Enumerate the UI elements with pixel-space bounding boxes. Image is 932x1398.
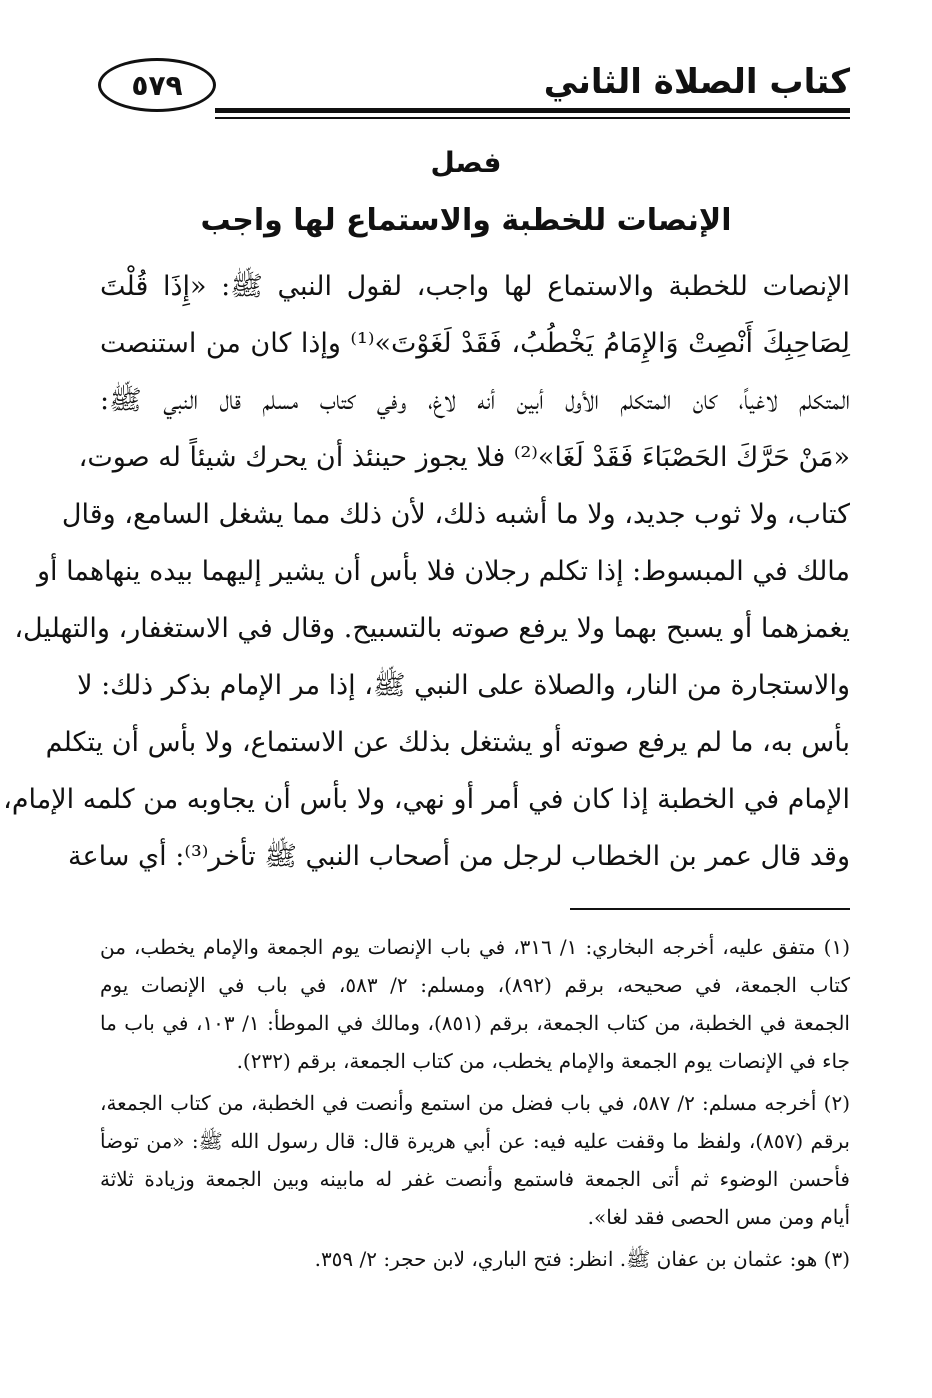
page-number-badge <box>98 58 216 112</box>
footnote-line: أيام ومن مس الحصى فقد لغا». <box>587 1205 850 1229</box>
footnote-line: كتاب الجمعة، في صحيحه، برقم (٨٩٢)، ومسلم: ٢/ ٥٨٣، في باب في الإنصات يوم <box>100 973 850 997</box>
body-line: مالك في المبسوط: إذا تكلم رجلان فلا بأس أن يشير إليهما بيده ينهاهما أو <box>36 556 850 587</box>
running-header-title: كتاب الصلاة الثاني <box>543 62 850 102</box>
footnote-line: فأحسن الوضوء ثم أتى الجمعة فاستمع وأنصت غفر له مابينه وبين الجمعة وزيادة ثلاثة <box>100 1167 850 1191</box>
body-line: يغمزهما أو يسبح بهما ولا يرفع صوته بالتسبيح. وقال في الاستغفار، والتهليل، <box>14 613 850 644</box>
footnote-line: (٢) أخرجه مسلم: ٢/ ٥٨٧، في باب فضل من استمع وأنصت في الخطبة، من كتاب الجمعة، <box>100 1091 850 1115</box>
footnote-line: (٣) هو: عثمان بن عفان ﷺ. انظر: فتح الباري، لابن حجر: ٢/ ٣٥٩. <box>314 1247 850 1271</box>
footnote-line: (١) متفق عليه، أخرجه البخاري: ١/ ٣١٦، في باب الإنصات يوم الجمعة والإمام يخطب، من <box>100 935 850 959</box>
body-line: الإمام في الخطبة إذا كان في أمر أو نهي، ولا بأس أن يجاوبه من كلمه الإمام، <box>3 784 850 815</box>
section-heading: فصل <box>430 146 502 179</box>
body-line: الإنصات للخطبة والاستماع لها واجب، لقول النبي ﷺ: «إِذَا قُلْتَ <box>100 271 850 302</box>
header-rule-thin <box>215 117 850 119</box>
body-line: والاستجارة من النار، والصلاة على النبي ﷺ، إذا مر الإمام بذكر ذلك: لا <box>77 670 850 701</box>
section-subheading: الإنصات للخطبة والاستماع لها واجب <box>200 203 732 238</box>
footnote-line: جاء في الإنصات يوم الجمعة والإمام يخطب، من كتاب الجمعة، برقم (٢٣٢). <box>236 1049 850 1073</box>
footnote-line: برقم (٨٥٧)، ولفظ ما وقفت عليه فيه: عن أبي هريرة قال: قال رسول الله ﷺ: «من توضأ <box>100 1129 850 1153</box>
footnote-separator <box>570 908 850 910</box>
body-line: لِصَاحِبِكَ أَنْصِتْ وَالإِمَامُ يَخْطُبُ، فَقَدْ لَغَوْتَ»⁽¹⁾ وإذا كان من استنصت <box>100 328 851 359</box>
page-number: ٥٧٩ <box>131 68 183 102</box>
footnotes <box>100 928 850 1278</box>
body-line: وقد قال عمر بن الخطاب لرجل من أصحاب النبي ﷺ تأخر⁽³⁾: أي ساعة <box>67 841 850 872</box>
body-text <box>3 258 851 885</box>
body-line: بأس به، ما لم يرفع صوته أو يشتغل بذلك عن الاستماع، ولا بأس أن يتكلم <box>45 727 850 758</box>
body-line: المتكلم لاغياً، كان المتكلم الأول أبين أنه لاغ، وفي كتاب مسلم قال النبي ﷺ: <box>100 385 850 416</box>
header-rule-thick <box>215 108 850 113</box>
footnote-line: الجمعة في الخطبة، من كتاب الجمعة، برقم (٨٥١)، ومالك في الموطأ: ١/ ١٠٣، في باب ما <box>100 1011 850 1035</box>
body-line: «مَنْ حَرَّكَ الحَصْبَاءَ فَقَدْ لَغَا»⁽²⁾ فلا يجوز حينئذ أن يحرك شيئاً له صوت، <box>78 442 850 473</box>
body-line: كتاب، ولا ثوب جديد، ولا ما أشبه ذلك، لأن ذلك مما يشغل السامع، وقال <box>61 499 850 530</box>
